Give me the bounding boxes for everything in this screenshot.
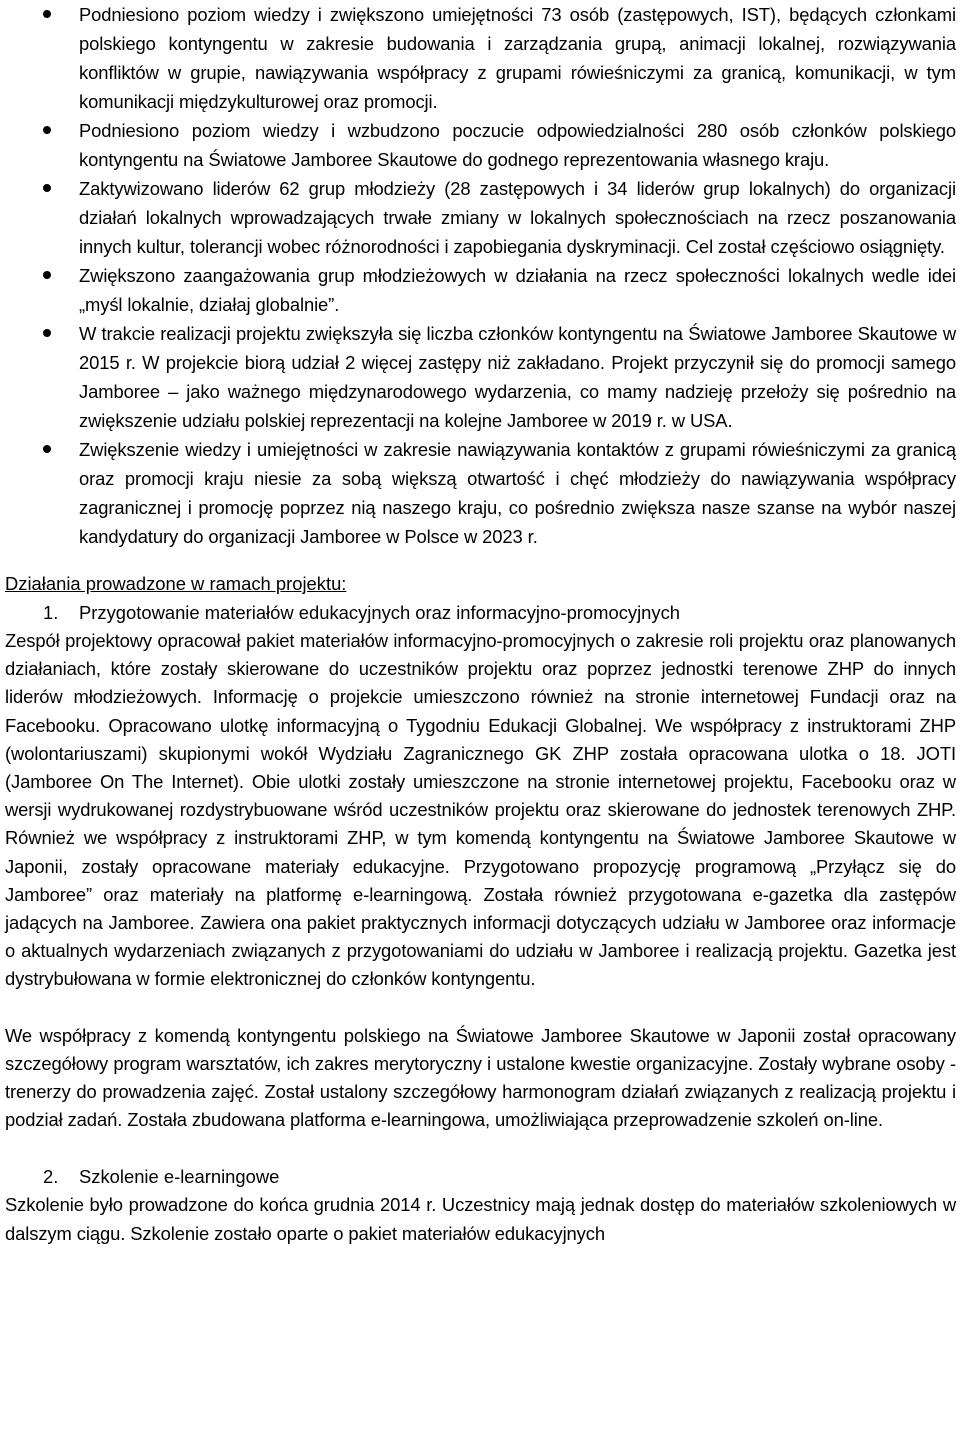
- bullet-icon: [43, 445, 51, 453]
- bullet-icon: [43, 329, 51, 337]
- bullet-item: [5, 435, 956, 551]
- bullet-icon: [43, 184, 51, 192]
- bullet-text: Podniesiono poziom wiedzy i wzbudzono poczucie odpowiedzialności 280 osób członków polskiego kontyngentu na Światowe Jamboree Skautowe do godnego reprezentowania własnego kraju.: [79, 120, 956, 170]
- item-number: 1.: [43, 602, 59, 623]
- body-paragraph: Zespół projektowy opracował pakiet materiałów informacyjno-promocyjnych o zakresie roli projektu oraz planowanych działaniach, które zostały skierowane do uczestników projektu oraz poprzez jednostki terenowe ZHP do innych liderów młodzieżowych. Informację o projekcie umieszczono również na stronie internetowej Fundacji oraz na Facebooku. Opracowano ulotkę informacyjną o Tygodniu Edukacji Globalnej. We współpracy z instruktorami ZHP (wolontariuszami) skupionymi wokół Wydziału Zagranicznego GK ZHP została opracowana ulotka o 18. JOTI (Jamboree On The Internet). Obie ulotki zostały umieszczone na stronie internetowej projektu, Facebooku oraz w wersji wydrukowanej rozdystrybuowane wśród uczestników projektu oraz skierowane do jednostek terenowych ZHP. Również we współpracy z instruktorami ZHP, w tym komendą kontyngentu na Światowe Jamboree Skautowe w Japonii, zostały opracowane materiały edukacyjne. Przygotowano propozycję programową „Przyłącz się do Jamboree” oraz materiały na platformę e-learningową. Została również przygotowana e-gazetka dla zastępów jadących na Jamboree. Zawiera ona pakiet praktycznych informacji dotyczących udziału w Jamboree oraz informacje o aktualnych wydarzeniach związanych z przygotowaniami do udziału w Jamboree i realizacją projektu. Gazetka jest dystrybułowana w formie elektronicznej do członków kontyngentu.: [5, 630, 956, 990]
- paragraph-gap: [5, 1134, 956, 1162]
- bullet-item: [5, 116, 956, 174]
- body-paragraph: Szkolenie było prowadzone do końca grudnia 2014 r. Uczestnicy mają jednak dostęp do materiałów szkoleniowych w dalszym ciągu. Szkolenie zostało oparte o pakiet materiałów edukacyjnych: [5, 1194, 956, 1244]
- bullet-text: Podniesiono poziom wiedzy i zwiększono umiejętności 73 osób (zastępowych, IST), będących członkami polskiego kontyngentu w zakresie budowania i zarządzania grupą, animacji lokalnej, rozwiązywania konfliktów w grupie, nawiązywania współpracy z grupami rówieśniczymi za granicą, komunikacji, w tym komunikacji międzykulturowej oraz promocji.: [79, 4, 956, 112]
- numbered-item-2: [5, 1162, 956, 1191]
- bullet-icon: [43, 126, 51, 134]
- numbered-item-1: [5, 598, 956, 627]
- item-title: Przygotowanie materiałów edukacyjnych oraz informacyjno-promocyjnych: [79, 602, 681, 623]
- bullet-text: Zwiększenie wiedzy i umiejętności w zakresie nawiązywania kontaktów z grupami rówieśniczymi za granicą oraz promocji kraju niesie za sobą większą otwartość i chęć młodzieży do nawiązywania współpracy zagranicznej i promocję poprzez nią naszego kraju, co pośrednio zwiększa nasze szanse na wybór naszej kandydatury do organizacji Jamboree w Polsce w 2023 r.: [79, 439, 956, 547]
- bullet-item: [5, 319, 956, 435]
- bullet-text: Zaktywizowano liderów 62 grup młodzieży (28 zastępowych i 34 liderów grup lokalnych) do organizacji działań lokalnych wprowadzających trwałe zmiany w lokalnych społecznościach na rzecz poszanowania innych kultur, tolerancji wobec różnorodności i zapobiegania dyskryminacji. Cel został częściowo osiągnięty.: [79, 178, 956, 257]
- body-paragraph: We współpracy z komendą kontyngentu polskiego na Światowe Jamboree Skautowe w Japonii został opracowany szczegółowy program warsztatów, ich zakres merytoryczny i ustalone kwestie organizacyjne. Zostały wybrane osoby - trenerzy do prowadzenia zajęć. Został ustalony szczegółowy harmonogram działań związanych z realizacją projektu i podział zadań. Została zbudowana platforma e-learningowa, umożliwiająca przeprowadzenie szkoleń on-line.: [5, 1024, 956, 1131]
- section-heading: Działania prowadzone w ramach projektu:: [5, 573, 347, 594]
- item-number: 2.: [43, 1166, 59, 1188]
- paragraph-gap: [5, 994, 956, 1022]
- bullet-text: Zwiększono zaangażowania grup młodzieżowych w działania na rzecz społeczności lokalnych wedle idei „myśl lokalnie, działaj globalnie”.: [79, 265, 956, 315]
- bullet-item: [5, 174, 956, 261]
- bullet-icon: [43, 10, 51, 18]
- bullet-item: [5, 261, 956, 319]
- item-title: Szkolenie e-learningowe: [79, 1166, 280, 1188]
- bullet-icon: [43, 271, 51, 279]
- bullet-item: [5, 0, 956, 116]
- bullet-text: W trakcie realizacji projektu zwiększyła się liczba członków kontyngentu na Światowe Jamboree Skautowe w 2015 r. W projekcie biorą udział 2 więcej zastępy niż zakładano. Projekt przyczynił się do promocji samego Jamboree – jako ważnego międzynarodowego wydarzenia, co mamy nadzieję przełoży się pośrednio na zwiększenie udziału polskiej reprezentacji na kolejne Jamboree w 2019 r. w USA.: [79, 323, 956, 431]
- results-bullet-list: [5, 0, 956, 551]
